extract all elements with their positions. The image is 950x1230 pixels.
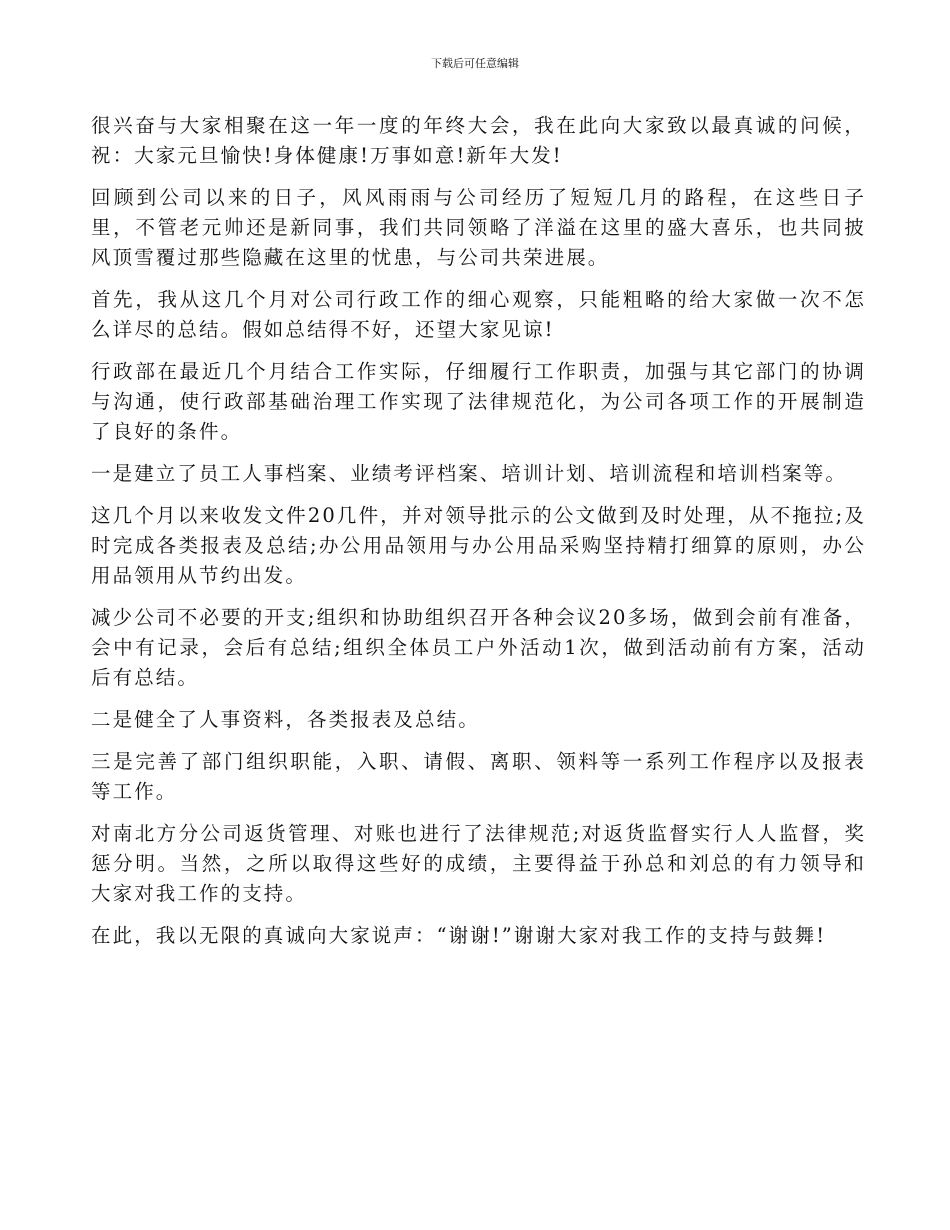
document-body bbox=[91, 111, 866, 963]
paragraph: 行政部在最近几个月结合工作实际，仔细履行工作职责，加强与其它部门的协调与沟通，使行政部基础治理工作实现了法律规范化，为公司各项工作的开展制造了良好的条件。 bbox=[91, 360, 866, 443]
paragraph: 很兴奋与大家相聚在这一年一度的年终大会，我在此向大家致以最真诚的问候，祝：大家元旦愉快!身体健康!万事如意!新年大发! bbox=[91, 114, 866, 167]
paragraph: 回顾到公司以来的日子，风风雨雨与公司经历了短短几月的路程，在这些日子里，不管老元帅还是新同事，我们共同领略了洋溢在这里的盛大喜乐，也共同披风顶雪覆过那些隐藏在这里的忧患，与公司共荣进展。 bbox=[91, 186, 866, 269]
page-header: 下载后可任意编辑 bbox=[431, 57, 519, 70]
paragraph: 对南北方分公司返货管理、对账也进行了法律规范;对返货监督实行人人监督，奖惩分明。当然，之所以取得这些好的成绩，主要得益于孙总和刘总的有力领导和大家对我工作的支持。 bbox=[91, 822, 866, 905]
paragraph: 这几个月以来收发文件20几件，并对领导批示的公文做到及时处理，从不拖拉;及时完成各类报表及总结;办公用品领用与办公用品采购坚持精打细算的原则，办公用品领用从节约出发。 bbox=[91, 504, 866, 587]
paragraph: 二是健全了人事资料，各类报表及总结。 bbox=[91, 708, 480, 731]
paragraph: 首先，我从这几个月对公司行政工作的细心观察，只能粗略的给大家做一次不怎么详尽的总结。假如总结得不好，还望大家见谅! bbox=[91, 288, 866, 341]
paragraph: 减少公司不必要的开支;组织和协助组织召开各种会议20多场，做到会前有准备，会中有记录，会后有总结;组织全体员工户外活动1次，做到活动前有方案，活动后有总结。 bbox=[91, 606, 866, 689]
paragraph: 三是完善了部门组织职能，入职、请假、离职、领料等一系列工作程序以及报表等工作。 bbox=[91, 750, 866, 803]
paragraph: 一是建立了员工人事档案、业绩考评档案、培训计划、培训流程和培训档案等。 bbox=[91, 462, 848, 485]
paragraph: 在此，我以无限的真诚向大家说声：“谢谢!”谢谢大家对我工作的支持与鼓舞! bbox=[91, 924, 827, 947]
